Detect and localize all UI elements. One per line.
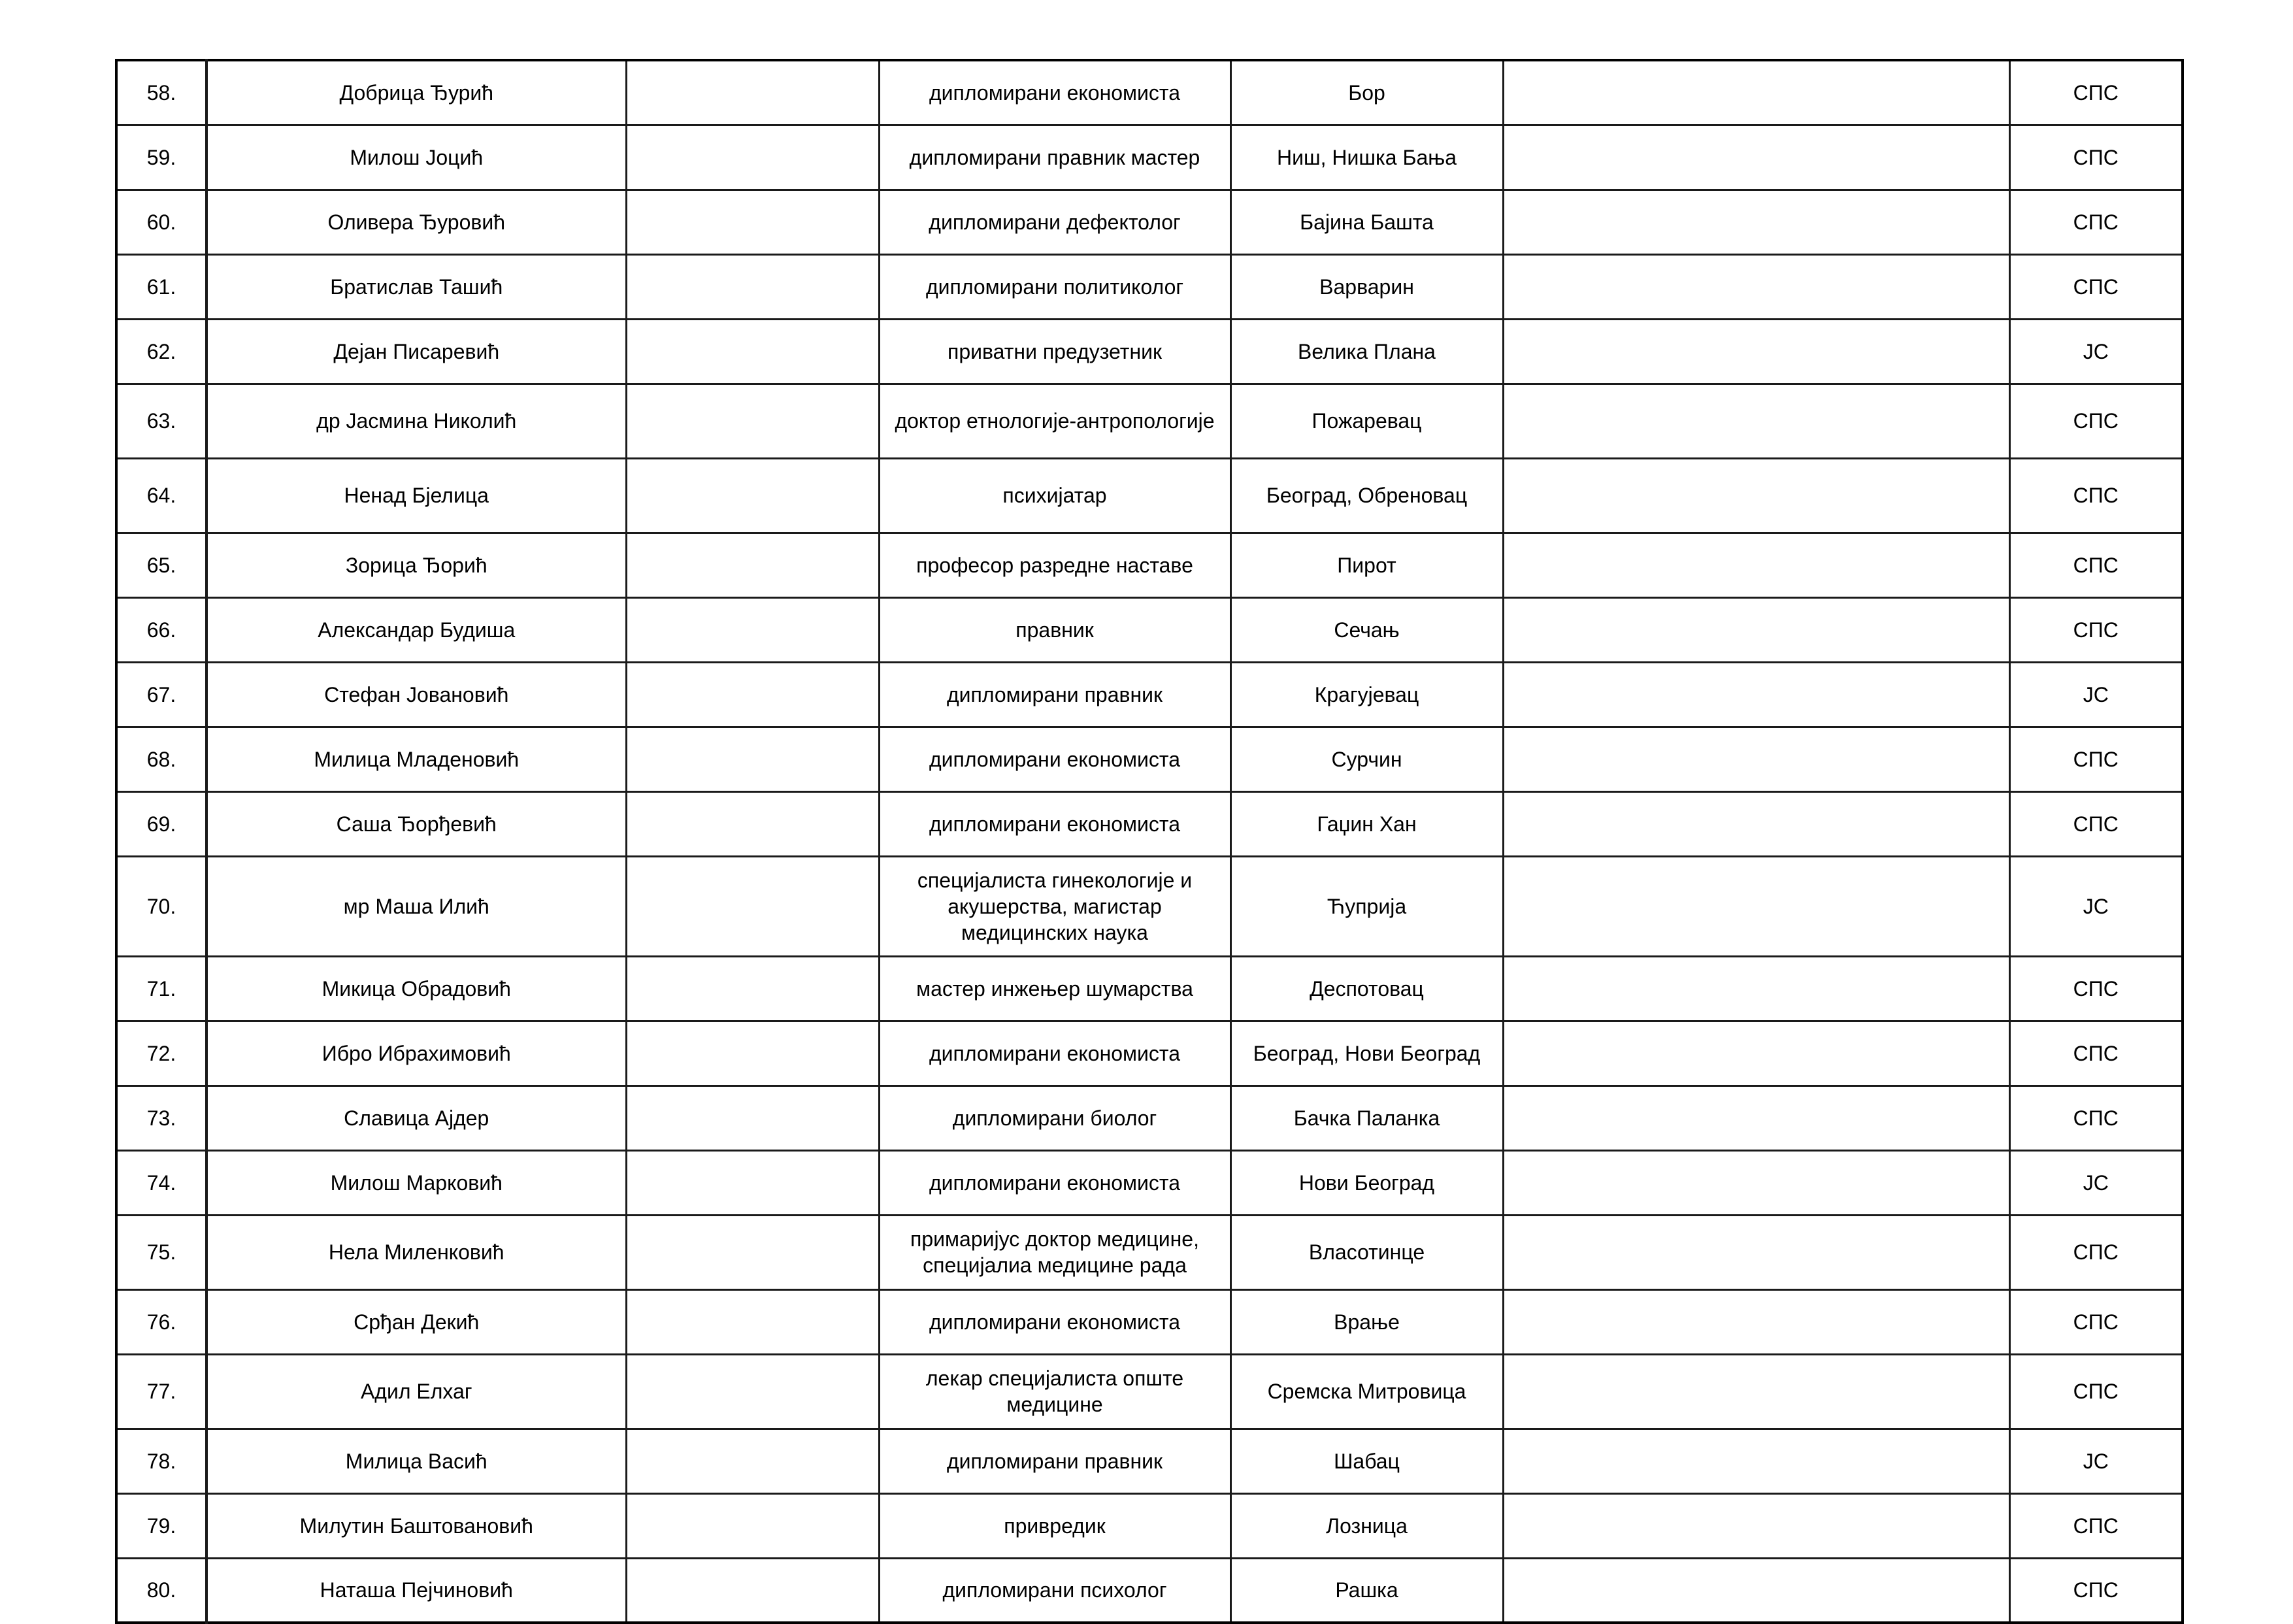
occupation-cell: приватни предузетник [879,319,1230,384]
party-cell: СПС [2009,533,2183,597]
candidate-name-cell: Милош Јоцић [206,125,626,190]
place-cell: Нови Београд [1230,1150,1503,1215]
table-row [116,1021,2183,1085]
place-cell: Ћуприја [1230,856,1503,956]
table-row [116,458,2183,533]
place-cell: Крагујевац [1230,662,1503,727]
party-cell: СПС [2009,791,2183,856]
place-cell: Рашка [1230,1558,1503,1623]
candidate-name-cell: Стефан Јовановић [206,662,626,727]
row-number-cell: 75. [116,1215,206,1289]
table-row [116,319,2183,384]
row-number-cell: 67. [116,662,206,727]
party-cell: ЈС [2009,319,2183,384]
candidate-name-cell: Микица Обрадовић [206,956,626,1021]
row-number-cell: 58. [116,60,206,125]
occupation-cell: дипломирани правник [879,1429,1230,1493]
place-cell: Пожаревац [1230,384,1503,458]
empty-cell [1503,458,2009,533]
candidate-name-cell: Оливера Ђуровић [206,190,626,254]
party-cell: СПС [2009,190,2183,254]
party-cell: СПС [2009,1085,2183,1150]
table-row [116,791,2183,856]
table-row [116,856,2183,956]
party-cell: ЈС [2009,1150,2183,1215]
candidate-name-cell: Славица Ајдер [206,1085,626,1150]
place-cell: Пирот [1230,533,1503,597]
candidate-name-cell: др Јасмина Николић [206,384,626,458]
occupation-cell: дипломирани правник [879,662,1230,727]
party-cell: СПС [2009,1493,2183,1558]
row-number-cell: 80. [116,1558,206,1623]
table-row [116,254,2183,319]
table-row [116,533,2183,597]
candidate-name-cell: Братислав Ташић [206,254,626,319]
party-cell: СПС [2009,1021,2183,1085]
empty-cell [626,1021,879,1085]
table-row [116,956,2183,1021]
occupation-cell: професор разредне наставе [879,533,1230,597]
row-number-cell: 60. [116,190,206,254]
candidate-name-cell: Александар Будиша [206,597,626,662]
occupation-cell: дипломирани дефектолог [879,190,1230,254]
row-number-cell: 70. [116,856,206,956]
place-cell: Сурчин [1230,727,1503,791]
candidate-name-cell: Нела Миленковић [206,1215,626,1289]
place-cell: Шабац [1230,1429,1503,1493]
empty-cell [1503,956,2009,1021]
empty-cell [1503,791,2009,856]
empty-cell [626,319,879,384]
candidate-name-cell: Наташа Пејчиновић [206,1558,626,1623]
occupation-cell: дипломирани економиста [879,60,1230,125]
row-number-cell: 68. [116,727,206,791]
party-cell: СПС [2009,1354,2183,1429]
occupation-cell: дипломирани економиста [879,791,1230,856]
row-number-cell: 64. [116,458,206,533]
empty-cell [1503,662,2009,727]
place-cell: Сремска Митровица [1230,1354,1503,1429]
empty-cell [626,1558,879,1623]
candidate-name-cell: Милош Марковић [206,1150,626,1215]
table-row [116,662,2183,727]
empty-cell [626,856,879,956]
row-number-cell: 74. [116,1150,206,1215]
empty-cell [626,1150,879,1215]
table-row [116,1215,2183,1289]
table-body [116,60,2183,1623]
row-number-cell: 78. [116,1429,206,1493]
party-cell: СПС [2009,125,2183,190]
place-cell: Бајина Башта [1230,190,1503,254]
empty-cell [626,384,879,458]
row-number-cell: 63. [116,384,206,458]
row-number-cell: 69. [116,791,206,856]
table-row [116,1289,2183,1354]
occupation-cell: правник [879,597,1230,662]
empty-cell [1503,1021,2009,1085]
empty-cell [1503,727,2009,791]
occupation-cell: дипломирани психолог [879,1558,1230,1623]
row-number-cell: 61. [116,254,206,319]
empty-cell [1503,1150,2009,1215]
occupation-cell: доктор етнологије-антропологије [879,384,1230,458]
table-row [116,1150,2183,1215]
empty-cell [1503,1558,2009,1623]
party-cell: СПС [2009,458,2183,533]
empty-cell [1503,190,2009,254]
empty-cell [626,1085,879,1150]
candidate-name-cell: Зорица Ђорић [206,533,626,597]
row-number-cell: 77. [116,1354,206,1429]
party-cell: СПС [2009,60,2183,125]
table-row [116,190,2183,254]
occupation-cell: дипломирани политиколог [879,254,1230,319]
row-number-cell: 79. [116,1493,206,1558]
empty-cell [1503,533,2009,597]
table-row [116,727,2183,791]
empty-cell [626,956,879,1021]
empty-cell [1503,384,2009,458]
place-cell: Деспотовац [1230,956,1503,1021]
party-cell: СПС [2009,1289,2183,1354]
empty-cell [626,1289,879,1354]
party-cell: ЈС [2009,856,2183,956]
occupation-cell: дипломирани економиста [879,727,1230,791]
row-number-cell: 66. [116,597,206,662]
empty-cell [626,60,879,125]
empty-cell [626,1429,879,1493]
candidate-name-cell: Саша Ђорђевић [206,791,626,856]
candidate-name-cell: Милутин Баштовановић [206,1493,626,1558]
occupation-cell: психијатар [879,458,1230,533]
place-cell: Ниш, Нишка Бања [1230,125,1503,190]
place-cell: Београд, Обреновац [1230,458,1503,533]
place-cell: Гаџин Хан [1230,791,1503,856]
candidate-name-cell: мр Маша Илић [206,856,626,956]
empty-cell [626,1354,879,1429]
empty-cell [626,125,879,190]
empty-cell [1503,125,2009,190]
candidate-name-cell: Милица Васић [206,1429,626,1493]
row-number-cell: 62. [116,319,206,384]
table-row [116,1493,2183,1558]
candidate-name-cell: Добрица Ђурић [206,60,626,125]
empty-cell [626,1493,879,1558]
table-row [116,1085,2183,1150]
place-cell: Бачка Паланка [1230,1085,1503,1150]
empty-cell [1503,319,2009,384]
empty-cell [1503,597,2009,662]
candidate-name-cell: Адил Елхаг [206,1354,626,1429]
empty-cell [626,662,879,727]
occupation-cell: дипломирани економиста [879,1289,1230,1354]
empty-cell [626,791,879,856]
row-number-cell: 71. [116,956,206,1021]
occupation-cell: дипломирани економиста [879,1021,1230,1085]
place-cell: Београд, Нови Београд [1230,1021,1503,1085]
candidate-name-cell: Милица Младеновић [206,727,626,791]
party-cell: СПС [2009,597,2183,662]
place-cell: Бор [1230,60,1503,125]
place-cell: Варварин [1230,254,1503,319]
party-cell: СПС [2009,956,2183,1021]
place-cell: Власотинце [1230,1215,1503,1289]
empty-cell [1503,254,2009,319]
row-number-cell: 59. [116,125,206,190]
empty-cell [626,458,879,533]
empty-cell [1503,60,2009,125]
occupation-cell: дипломирани правник мастер [879,125,1230,190]
occupation-cell: мастер инжењер шумарства [879,956,1230,1021]
empty-cell [1503,1215,2009,1289]
empty-cell [626,190,879,254]
place-cell: Сечањ [1230,597,1503,662]
party-cell: СПС [2009,1558,2183,1623]
occupation-cell: специјалиста гинекологије и акушерства, магистар медицинских наука [879,856,1230,956]
candidate-name-cell: Ибро Ибрахимовић [206,1021,626,1085]
table-row [116,1429,2183,1493]
party-cell: СПС [2009,254,2183,319]
row-number-cell: 72. [116,1021,206,1085]
row-number-cell: 65. [116,533,206,597]
empty-cell [1503,1289,2009,1354]
empty-cell [626,597,879,662]
empty-cell [1503,1493,2009,1558]
empty-cell [626,533,879,597]
row-number-cell: 76. [116,1289,206,1354]
party-cell: СПС [2009,384,2183,458]
party-cell: ЈС [2009,1429,2183,1493]
party-cell: СПС [2009,727,2183,791]
table-row [116,1354,2183,1429]
table-row [116,597,2183,662]
empty-cell [1503,856,2009,956]
candidates-table [115,59,2184,1624]
empty-cell [626,727,879,791]
occupation-cell: примаријус доктор медицине, специјалиа медицине рада [879,1215,1230,1289]
empty-cell [1503,1085,2009,1150]
place-cell: Велика Плана [1230,319,1503,384]
table-row [116,125,2183,190]
empty-cell [626,254,879,319]
occupation-cell: дипломирани биолог [879,1085,1230,1150]
candidate-name-cell: Дејан Писаревић [206,319,626,384]
table-row [116,1558,2183,1623]
place-cell: Лозница [1230,1493,1503,1558]
occupation-cell: лекар специјалиста опште медицине [879,1354,1230,1429]
table-row [116,384,2183,458]
empty-cell [1503,1354,2009,1429]
empty-cell [1503,1429,2009,1493]
party-cell: ЈС [2009,662,2183,727]
row-number-cell: 73. [116,1085,206,1150]
table-row [116,60,2183,125]
party-cell: СПС [2009,1215,2183,1289]
empty-cell [626,1215,879,1289]
place-cell: Врање [1230,1289,1503,1354]
candidate-name-cell: Срђан Декић [206,1289,626,1354]
occupation-cell: дипломирани економиста [879,1150,1230,1215]
occupation-cell: привредик [879,1493,1230,1558]
candidate-name-cell: Ненад Бјелица [206,458,626,533]
